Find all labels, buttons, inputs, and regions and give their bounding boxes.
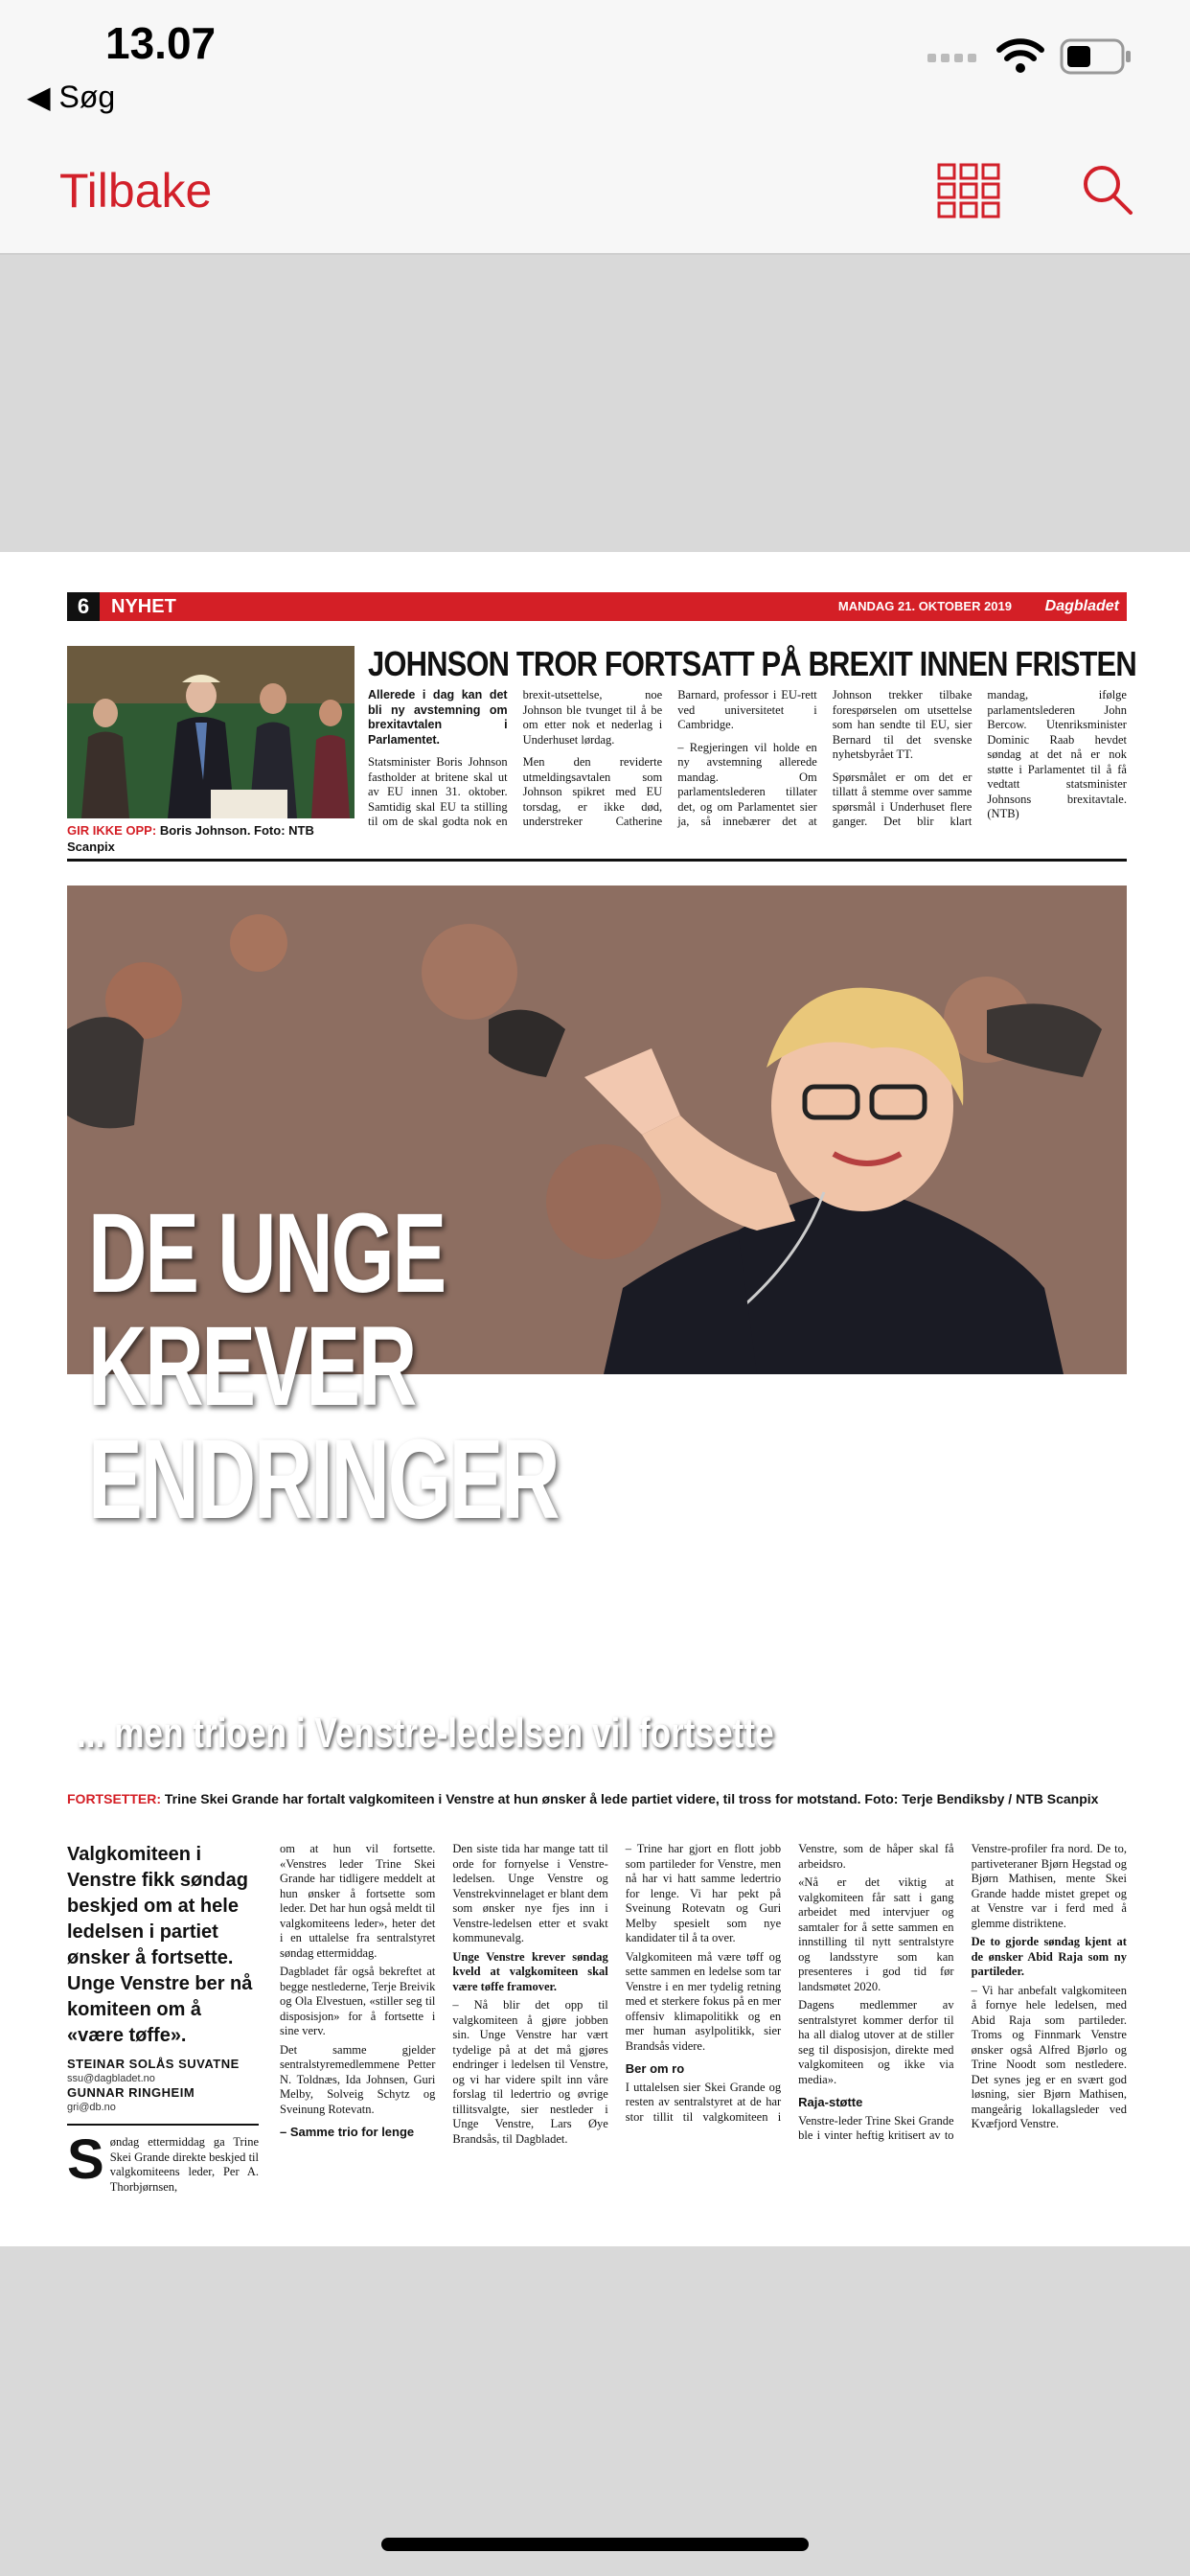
headline-line: ENDRINGER (88, 1416, 559, 1543)
story2-para: – Vi har anbefalt valgkomiteen å fornye hele ledelsen, med Abid Raja som partileder. Troms og Finnmark Venstre ønsker også Alfred Bjørlo og Trine Noodt som nestledere. Det synes jeg er en svært god løsning, sier Bjørn Mathisen, mangeårig lokallagsleder ved Kvæfjord Venstre. (971, 1983, 1127, 2130)
author-name: STEINAR SOLÅS SUVATNE (67, 2057, 240, 2071)
story2-para: Dagbladet får også bekreftet at begge nestlederne, Terje Breivik og Ola Elvestuen, «stiller seg til disposisjon» for å fortsette i sine verv. (280, 1965, 436, 2037)
caption-text: Boris Johnson. Foto: NTB Scanpix (67, 823, 314, 854)
story2-para: – Trine har gjort en flott jobb som partileder for Venstre, men nå har vi hatt samme ledertrio for lenge. Vi har pekt på Sveinung Rotevatn og Guri Melby spesielt som nye kandidater til å ta over. (625, 1842, 782, 1944)
story2-intro: Valgkomiteen i Venstre fikk søndag beskjed om at hele ledelsen i partiet ønsker å fortsette. Unge Venstre ber nå komiteen om å «være tøffe». (67, 1844, 253, 2046)
story2-para: «Nå er det viktig at valgkomiteen får satt i gang arbeidet med intervjuer og samtaler for å sette sammen en innstilling til nytt sentralstyre og landsstyre som kan presenteres i god tid før landsmøtet 2020. (798, 1875, 954, 1993)
story2-para: I uttalelsen sier Skei Grande og resten av sentralstyret at de har stor tillit til valgkomiteen i Venstre, som de håper skal få arbeidsro. (625, 1842, 954, 2124)
first-para-text: øndag ettermiddag ga Trine Skei Grande direkte beskjed til valgkomiteens leder, Per A. Thorbjørnsen, (109, 2135, 259, 2194)
signal-icon (927, 50, 981, 63)
story2-subtitle: ... men trioen i Venstre-ledelsen vil fortsette (77, 1710, 774, 1757)
back-button[interactable]: Tilbake (59, 164, 213, 218)
wifi-icon (996, 38, 1044, 75)
section-label: NYHET (111, 596, 176, 617)
status-time: 13.07 (105, 18, 217, 68)
grid-icon[interactable] (937, 163, 1000, 218)
story2-bold-para: De to gjorde søndag kjent at de ønsker Abid Raja som ny partileder. (971, 1935, 1127, 1978)
story2-bold-para: Unge Venstre krever søndag kveld at valgkomiteen skal være tøffe framover. (452, 1949, 608, 1993)
back-to-app-link[interactable]: ◀ Søg (27, 80, 116, 114)
story1-para: Statsminister Boris Johnson fastholder at britene skal ut av EU innen 31. oktober. Samtidig skal EU ta stilling til om de skal godta nok en brexit-utsettelse, noe Johnson ble tvunget til å be om etter nok et nederlag i Underhuset lørdag. (368, 688, 663, 828)
caption-label: GIR IKKE OPP: (67, 823, 157, 838)
status-bar (0, 0, 1190, 134)
author-name: GUNNAR RINGHEIM (67, 2085, 195, 2100)
story2-subheading: Raja-støtte (798, 2095, 863, 2109)
story1-headline[interactable]: JOHNSON TROR FORTSATT PÅ BREXIT INNEN FRISTEN (368, 644, 1136, 683)
battery-icon (1060, 38, 1133, 75)
johnson-photo-caption (67, 822, 355, 855)
story2-body (280, 1842, 1127, 2225)
story1-para: – Regjeringen vil holde en ny avstemning allerede mandag. Om parlamentslederen tillater det, og om Parlamentet sier ja, så innebærer det at Johnson trekker tilbake forespørselen om utsettelse som han sendte til EU, sier Bernard til det svenske nyhetsbyrået TT. (677, 688, 973, 828)
story1-lead: Allerede i dag kan det bli ny avstemning om brexitavtalen i Parlamentet. (368, 688, 508, 747)
status-icons (927, 38, 1133, 75)
page-number: 6 (67, 592, 100, 621)
byline-divider (67, 2124, 259, 2126)
story2-subtitle-wrap (67, 1710, 949, 1758)
divider (67, 859, 1127, 862)
photo-caption-label: FORTSETTER: (67, 1791, 161, 1806)
story2-first-paragraph (67, 2128, 259, 2195)
author-email: ssu@dagbladet.no (67, 2073, 155, 2084)
story2-subheading: Ber om ro (625, 2061, 685, 2076)
story2-subheading: – Samme trio for lenge (280, 2125, 415, 2139)
story2-para: Det samme gjelder sentralstyremedlemmene Petter N. Toldnæs, Ida Johnsen, Guri Melby, Solveig Schytz og Sveinung Rotevatn. (280, 2042, 436, 2116)
story2-para: Den siste tida har mange tatt til orde for fornyelse i Venstre-ledelsen. Unge Venstre og Venstrekvinnelaget er blant dem som ønsker nye fjes inn i Venstre-ledelsen etter et svakt kommunevalg. (452, 1842, 608, 1944)
headline-line: DE UNGE (88, 1190, 445, 1317)
author-email: gri@db.no (67, 2102, 116, 2113)
story1-para: Men den reviderte utmeldingsavtalen som Johnson spikret med EU torsdag, er ikke død, understreker Catherine Barnard, professor i EU-rett ved universitetet i Cambridge. (522, 688, 817, 828)
dropcap: S (67, 2128, 104, 2191)
story2-para: Venstre-leder Trine Skei Grande ble i vinter heftig kritisert av to Venstre-profiler fra nord. De to, partiveteraner Bjørn Hegstad og Bjørn Mathisen, mente Skei Grande hadde mistet grepet og at Venstre var i ferd med å glemme distriktene. (798, 1842, 1127, 2142)
story2-para: Dagens medlemmer av sentralstyret kommer derfor til ha all dialog utover at de stiller seg til disposisjon, direkte med valgkomiteen og ikke via media». (798, 1998, 954, 2086)
story2-photo-caption (67, 1790, 1127, 1807)
brand-logo: Dagbladet (1044, 598, 1119, 614)
bylines (67, 2057, 259, 2114)
parliament-illustration (67, 646, 355, 818)
story1-body (368, 688, 1127, 841)
story2-headline[interactable] (88, 1190, 741, 1543)
home-indicator[interactable] (381, 2538, 809, 2551)
search-icon[interactable] (1081, 163, 1134, 217)
story2-para: om at hun vil fortsette. «Venstres leder Trine Skei Grande har tidligere meddelt at hun ønsker å fortsette som leder. Det har hun også meldt til valgkomiteens leder», heter det i en uttalelse fra sentralstyret søndag ettermiddag. (280, 1842, 436, 1960)
newspaper-page[interactable] (0, 552, 1190, 2246)
story2-para: Valgkomiteen må være tøff og sette sammen en ledelse som tar Venstre i en mer tydelig retning med et sterkere fokus på en mer offensiv klimapolitikk og en mer human asylpolitikk, sier Brandsås videre. (625, 1949, 782, 2053)
story1-para: Spørsmålet er om det er tillatt å stemme over samme spørsmål i Underhuset flere ganger. Det blir klart mandag, ifølge parlamentslederen John Bercow. Utenriksminister Dominic Raab hevdet søndag at det nå er nok støtte i Parlamentet til å få vedtatt statsminister Johnsons brexitavtale. (NTB) (832, 688, 1127, 828)
story2-para: – Nå blir det opp til valgkomiteen å gjøre jobben sin. Unge Venstre har vært tydelige på at det må gjøres endringer i ledelsen til Venstre, og vi har videre spilt inn våre forslag til ledertrio og øvrige tillitsvalgte, sier nestleder i Unge Venstre, Lars Øye Brandsås, til Dagbladet. (452, 1998, 608, 2146)
johnson-photo (67, 646, 355, 818)
photo-caption-text: Trine Skei Grande har fortalt valgkomiteen i Venstre at hun ønsker å lede partiet videre, til tross for motstand. Foto: Terje Bendiksby / NTB Scanpix (164, 1791, 1099, 1806)
skei-grande-photo (67, 886, 1127, 1543)
nav-bar (0, 134, 1190, 255)
issue-date: MANDAG 21. OKTOBER 2019 (837, 599, 1012, 613)
headline-line: KREVER (88, 1303, 416, 1430)
section-strip (67, 592, 1127, 621)
